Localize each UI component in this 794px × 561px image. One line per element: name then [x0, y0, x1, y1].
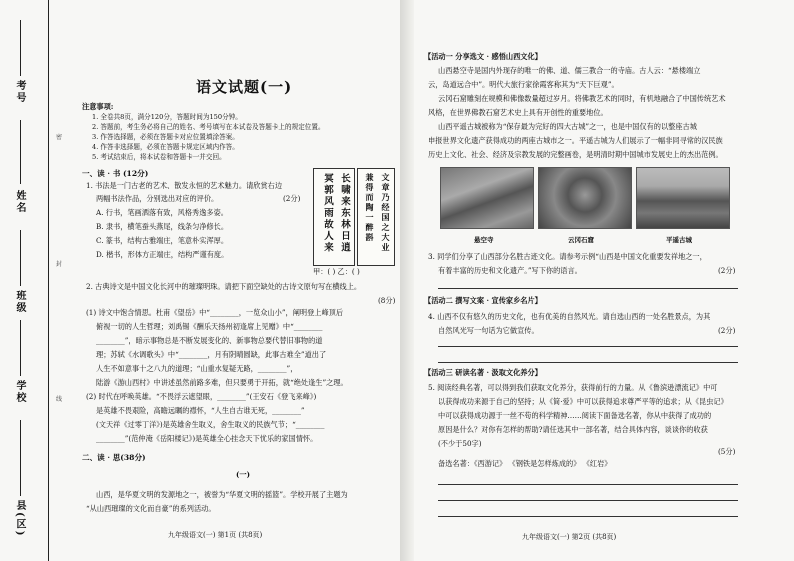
caption-pingyao-ancient-city: 平遥古城: [666, 236, 692, 244]
q2-line-5[interactable]: 人生不如意事十之八九的道理；“山重水复疑无路，________”，: [96, 364, 298, 373]
q3-stem-2: 有着丰富的历史和文化遗产。”写下你的语言。: [438, 266, 582, 275]
note-3: 3. 作答选择题，必须在答题卡对应位置填涂答案。: [92, 133, 239, 141]
act1-text-4: 风格，在世界佛教石窟艺术史上具有开创性的重要地位。: [428, 108, 608, 117]
subsection-1: (一): [236, 470, 250, 479]
act1-text-3: 云冈石窟雕刻在规模和佛像数量超过岁月。将佛教艺术的同时，有机地融合了中国传统艺术: [438, 94, 726, 103]
q5-line-3: 中可以获得成功源于一丝不苟的科学精神……阅读下面备选名著，你从中获得了成功的: [438, 411, 712, 420]
q3-answer-line[interactable]: [438, 288, 738, 289]
q2-line-6: 陆游《游山西村》中讲述虽然前路多难，但只要勇于开拓，就“绝处逢生”之理。: [96, 378, 348, 387]
q5-line-1: 5. 阅读经典名著，可以得到我们获取文化养分，获得前行的力量。从《鲁滨逊漂流记》中可: [428, 383, 718, 392]
note-1: 1. 全卷共8页，满分120分，答题时间为150分钟。: [92, 113, 242, 121]
q4-answer-line-2[interactable]: [438, 362, 738, 363]
act1-text-2: 云，岛道远合中”。明代大旅行家徐霞客称其为“天下巨观”。: [428, 80, 619, 89]
note-2: 2. 答题前，考生务必将自己的姓名、考号填写在本试卷及答题卡上的规定位置。: [92, 123, 325, 131]
name-label: 姓名: [14, 190, 25, 214]
photo-yungang-grottoes: [538, 167, 632, 229]
activity-1-heading: 【活动一 分享选文 · 感悟山西文化】: [424, 52, 542, 61]
caption-yungang-grottoes: 云冈石窟: [568, 236, 594, 244]
q2-points: (8分): [378, 296, 396, 305]
caption-hanging-temple: 悬空寺: [474, 236, 494, 244]
q1-option-c: C. 篆书，结构古雅端庄，笔意朴实浑厚。: [96, 236, 229, 245]
q5-answer-line-1[interactable]: [438, 484, 738, 485]
q4-points: (2分): [718, 326, 736, 335]
q3-stem: 3. 同学们分享了山西部分名胜古迹文化。请参考示例“山西是中国文化重要发祥地之一，: [428, 252, 707, 261]
q2-line-3[interactable]: ________”，暗示事物总是不断发展变化的、新事物总要代替旧事物的道: [96, 336, 323, 345]
q2-line-7[interactable]: (2) 时代在呼唤英雄。“不畏浮云遮望眼，________”(王安石《登飞来峰》): [86, 392, 317, 401]
act1-text-5: 山西平遥古城被称为“保存最为完好的四大古城”之一，也是中国仅有的以整座古城: [438, 122, 697, 131]
q4-stem-2: 自然风光写一句话为它做宣传。: [438, 326, 539, 335]
passage-para-1: 山西，是华夏文明的发源地之一，被誉为“华夏文明的摇篮”。学校开展了主题为: [96, 490, 348, 499]
q1-stem-2: 两幅书法作品，分别选出对应的评价。: [96, 194, 219, 203]
notes-heading: 注意事项:: [82, 102, 114, 111]
binding-line: [48, 0, 49, 561]
exam-no-label: 考号: [14, 80, 25, 104]
q5-answer-line-3[interactable]: [438, 516, 738, 517]
calligraphy-yi-col2: 兼得而陶一醉斟: [365, 173, 375, 243]
county-label: 县(区): [14, 500, 25, 538]
county-field[interactable]: [20, 420, 21, 496]
act1-text-1: 山西悬空寺是国内外现存的唯一的佛、道、儒三教合一的寺庙。古人云：“悬楼端立: [438, 66, 701, 75]
photo-pingyao-ancient-city: [636, 167, 730, 229]
right-footer: 九年级语文(一) 第2页 (共8页): [522, 533, 617, 541]
class-field[interactable]: [20, 230, 21, 286]
calligraphy-jia-col2: 冥郭风雨故人来: [322, 173, 333, 254]
q2-line-10[interactable]: ________”(范仲淹《岳阳楼记》)是英雄全心挂念天下忧乐的家国情怀。: [96, 434, 318, 443]
q3-points: (2分): [718, 266, 736, 275]
activity-3-heading: 【活动三 研读名著 · 汲取文化养分】: [424, 368, 542, 377]
seal-mark-bottom: 线: [56, 396, 63, 403]
q2-line-9[interactable]: (文天祥《过零丁洋》)是英雄舍生取义，舍生取义的民族气节；“________: [96, 420, 325, 429]
calligraphy-yi-col1: 文章乃经国之大业: [381, 173, 391, 253]
note-4: 4. 作答非选择题，必须在答题卡规定区域内作答。: [92, 143, 239, 151]
page-fold: [400, 0, 414, 561]
school-label: 学校: [14, 380, 25, 404]
act1-text-6: 申报世界文化遗产获得成功的两座古城市之一。平遥古城为人们展示了一幅非同寻常的汉民族: [428, 136, 723, 145]
school-field[interactable]: [20, 320, 21, 376]
q1-option-d: D. 楷书，形体方正端庄，结构严谨有度。: [96, 250, 229, 259]
q1-stem: 1. 书法是一门古老的艺术、散发永恒的艺术魅力。请欣赏右边: [86, 181, 283, 190]
calligraphy-jia: [313, 168, 355, 266]
exam-no-field[interactable]: [20, 20, 21, 76]
q1-option-b: B. 隶书，横笔蚕头燕尾，线条匀净修长。: [96, 222, 229, 231]
q1-option-a: A. 行书，笔画洒落有致，风格秀逸多姿。: [96, 208, 228, 217]
part1-heading: 一、读 · 书 (12分): [82, 169, 149, 178]
q1-answer-label[interactable]: 甲：( ) 乙：( ): [313, 267, 360, 276]
class-label: 班级: [14, 290, 25, 314]
q5-points: (5分): [718, 447, 736, 456]
q5-options-label: 备选名著：《西游记》 《钢铁是怎样炼成的》 《红岩》: [438, 459, 612, 468]
q2-line-2[interactable]: 俯视一切的人生哲理；刘禹锡《酬乐天扬州初逢席上见赠》中“________: [96, 322, 323, 331]
calligraphy-jia-col1: 长啸来东林日逍: [339, 173, 350, 254]
seal-mark-top: 密: [56, 134, 63, 141]
calligraphy-yi: [357, 168, 395, 266]
name-field[interactable]: [20, 120, 21, 184]
q2-line-8[interactable]: 是英雄不畏艰险，高瞻远瞩的襟怀，“人生自古谁无死，________”: [96, 406, 305, 415]
q5-line-2: 以获得成功来源于自己的坚持；从《简·爱》中可以获得追求尊严平等的追求；从《昆虫记》: [438, 397, 728, 406]
part2-heading: 二、读 · 思(38分): [82, 453, 146, 462]
q4-answer-line-1[interactable]: [438, 346, 738, 347]
q2-line-4[interactable]: 理；苏轼《水调歌头》中“________，月有阴晴圆缺，此事古难全”道出了: [96, 350, 327, 359]
left-footer: 九年级语文(一) 第1页 (共8页): [168, 531, 263, 539]
q2-stem: 2. 古典诗文是中国文化长河中的璀璨明珠。请把下面空缺处的古诗文原句写在横线上。: [86, 282, 362, 291]
activity-2-heading: 【活动二 撰写文案 · 宣传家乡名片】: [424, 296, 542, 305]
seal-mark-mid: 封: [56, 261, 63, 268]
q5-line-5: (不少于50字): [438, 439, 482, 448]
q2-line-1[interactable]: (1) 诗文中饱含情思。杜甫《望岳》中“________，一览众山小”，阐明登上峰顶后: [86, 308, 344, 317]
exam-title: 语文试题(一): [196, 78, 293, 96]
photo-hanging-temple: [440, 167, 534, 229]
passage-para-1b: “从山西璀璨的文化而自豪”的系列活动。: [86, 504, 216, 513]
q5-answer-line-2[interactable]: [438, 500, 738, 501]
note-5: 5. 考试结束后，将本试卷和答题卡一并交回。: [92, 153, 226, 161]
q1-points: (2分): [283, 194, 301, 203]
q5-line-4: 原因是什么？对你有怎样的帮助?请任选其中一部名著，结合具体内容，谈谈你的收获: [438, 425, 708, 434]
q4-stem: 4. 山西不仅有悠久的历史文化，也有优美的自然风光。请自选山西的一处名胜景点，为其: [428, 312, 711, 321]
act1-text-7: 历史上文化、社会、经济及宗教发展的完整画卷，是明清时期中国城市发展史上的杰出范例。: [428, 150, 723, 159]
